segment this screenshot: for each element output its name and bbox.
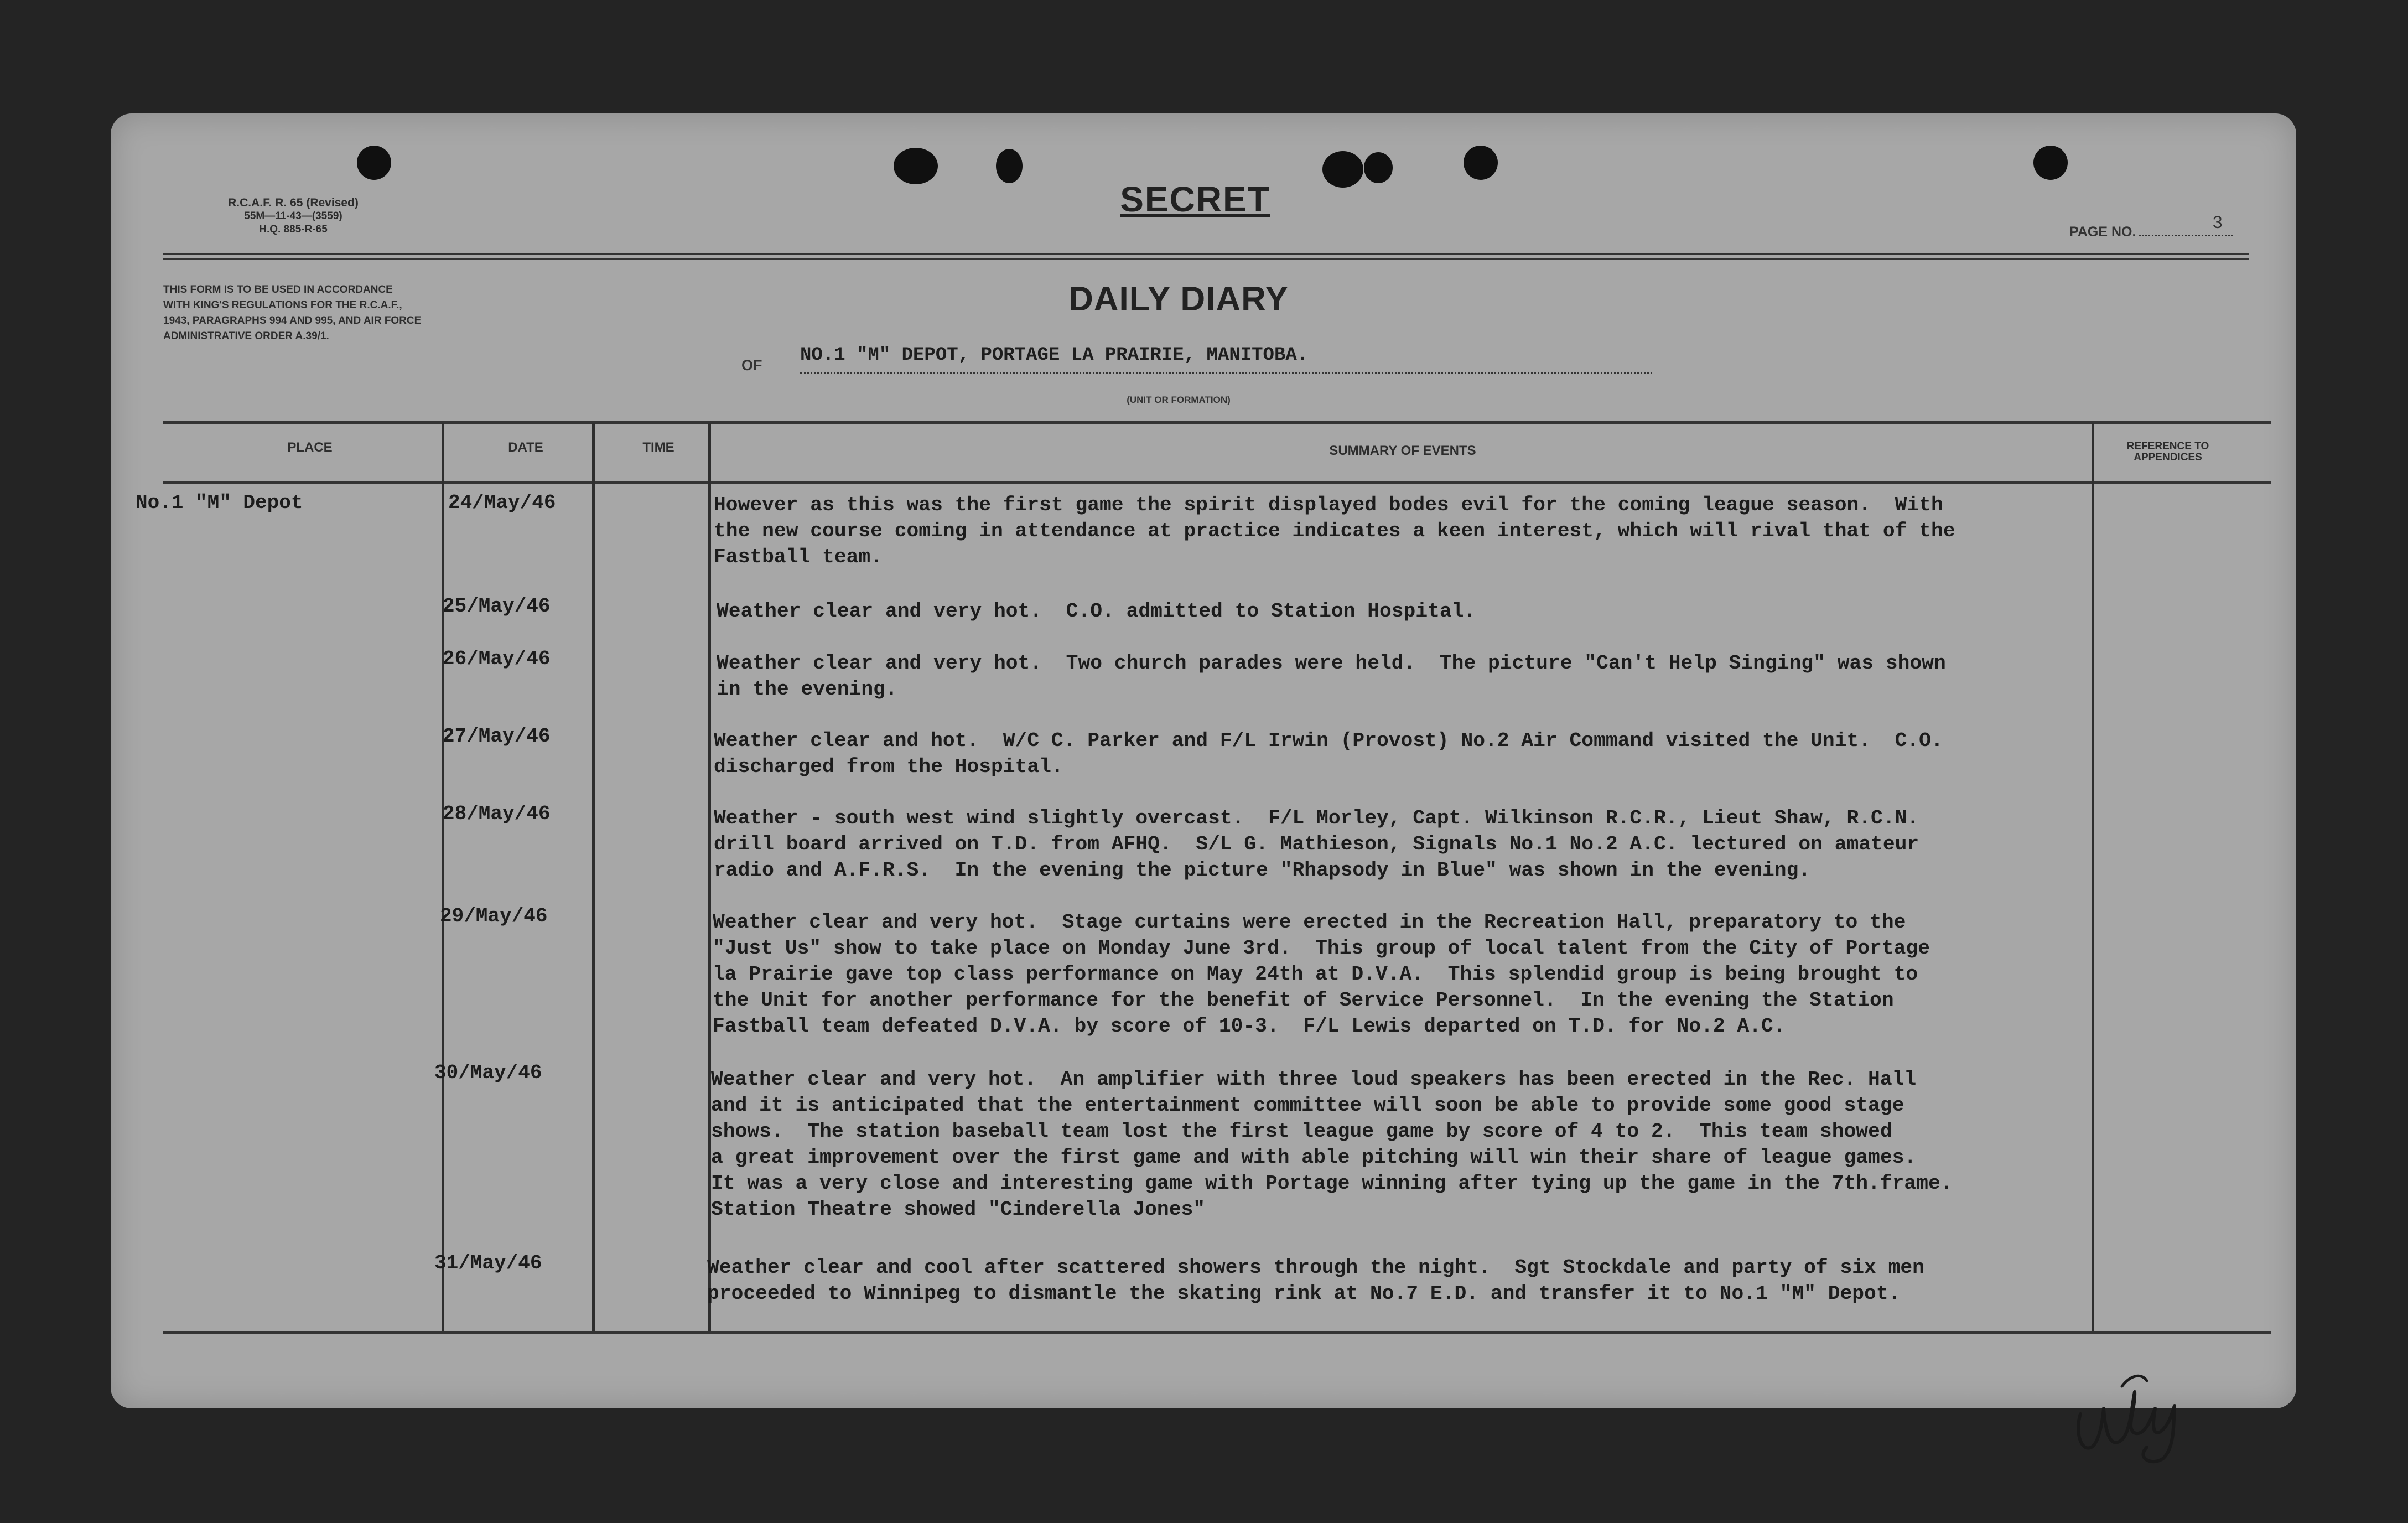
hq-line: H.Q. 885-R-65	[259, 224, 328, 235]
entry-summary: However as this was the first game the spirit displayed bodes evil for the coming league season. With the new course coming in attendance at practice indicates a keen interest, which will rival that of the Fastball team.	[714, 494, 1955, 568]
form-title: DAILY DIARY	[1068, 280, 1289, 318]
unit-caption: (UNIT OR FORMATION)	[1127, 395, 1231, 405]
header-rule	[163, 258, 2249, 260]
classification-stamp: SECRET	[1120, 179, 1270, 219]
column-header-time: TIME	[642, 440, 674, 455]
entry-date: 29/May/46	[440, 905, 548, 928]
column-header-reference: REFERENCE TO APPENDICES	[2126, 441, 2209, 463]
page-number-field	[2069, 213, 2233, 240]
entry-summary: Weather clear and very hot. An amplifier with three loud speakers has been erected in the Rec. Hall and it is anticipated that the entertainment committee will soon be able to provide some good stage shows. The station baseball team lost the first league game by score of 4 to 2. This team showed a great improvement over the first game and with able pitching will win their share of league games. It was a very close and interesting game with Portage winning after tying up the game in the 7th.frame. Station Theatre showed "Cinderella Jones"	[711, 1068, 1953, 1221]
header-rule	[163, 253, 2249, 255]
unit-name: NO.1 "M" DEPOT, PORTAGE LA PRAIRIE, MANITOBA.	[800, 345, 1652, 374]
form-number: R.C.A.F. R. 65 (Revised)	[228, 196, 359, 209]
entry-date: 27/May/46	[443, 725, 551, 748]
table-header-rule	[163, 481, 2271, 484]
form-identifier	[177, 196, 409, 236]
table-bottom-rule	[163, 1331, 2271, 1334]
punch-hole	[996, 149, 1023, 183]
column-divider	[442, 423, 444, 1331]
entry-date: 31/May/46	[434, 1252, 542, 1275]
print-line: 55M—11-43—(3559)	[244, 210, 342, 222]
entry-summary: Weather clear and cool after scattered showers through the night. Sgt Stockdale and party of six men proceeded to Winnipeg to dismantle the skating rink at No.7 E.D. and transfer it to No.1 "M" Depot.	[707, 1256, 1924, 1305]
column-header-place: PLACE	[287, 440, 333, 455]
column-divider	[592, 423, 595, 1331]
place-value: No.1 "M" Depot	[136, 491, 303, 514]
punch-hole	[357, 146, 391, 180]
diary-form-card	[111, 113, 2296, 1408]
entry-summary: Weather clear and very hot. Stage curtains were erected in the Recreation Hall, preparatory to the "Just Us" show to take place on Monday June 3rd. This group of local talent from the City of Portage la Prairie gave top class performance on May 24th at D.V.A. This splendid group is being brought to the Unit for another performance for the benefit of Service Personnel. In the evening the Station Fastball team defeated D.V.A. by score of 10-3. F/L Lewis departed on T.D. for No.2 A.C.	[713, 911, 1930, 1038]
entry-date: 28/May/46	[443, 802, 551, 825]
of-label: OF	[741, 357, 762, 374]
punch-hole	[1364, 152, 1393, 183]
entry-date: 24/May/46	[448, 491, 556, 514]
punch-hole	[1464, 146, 1498, 180]
punch-hole	[2033, 146, 2068, 180]
entry-summary: Weather clear and very hot. Two church parades were held. The picture "Can't Help Singing" was shown in the evening.	[717, 652, 1946, 701]
entry-summary: Weather clear and very hot. C.O. admitted to Station Hospital.	[717, 600, 1476, 623]
entry-summary: Weather - south west wind slightly overcast. F/L Morley, Capt. Wilkinson R.C.R., Lieut Shaw, R.C.N. drill board arrived on T.D. from AFHQ. S/L G. Mathieson, Signals No.1 No.2 A.C. lectured on amateur radio and A.F.R.S. In the evening the picture "Rhapsody in Blue" was shown in the evening.	[714, 807, 1919, 882]
entry-date: 26/May/46	[443, 647, 551, 670]
page-number: 3	[2212, 213, 2223, 234]
regulations-instructions: THIS FORM IS TO BE USED IN ACCORDANCE WITH KING'S REGULATIONS FOR THE R.C.A.F., 1943, PARAGRAPHS 994 AND 995, AND AIR FORCE ADMINISTRATIVE ORDER A.39/1.	[163, 284, 422, 342]
punch-hole	[894, 148, 938, 184]
entry-date: 25/May/46	[443, 595, 551, 618]
entry-summary: Weather clear and hot. W/C C. Parker and F/L Irwin (Provost) No.2 Air Command visited the Unit. C.O. discharged from the Hospital.	[714, 729, 1943, 778]
entry-date: 30/May/46	[434, 1061, 542, 1084]
handwritten-initials	[2069, 1370, 2197, 1464]
table-top-rule	[163, 421, 2271, 424]
column-header-summary: SUMMARY OF EVENTS	[1329, 443, 1476, 458]
page-number-label: PAGE NO.	[2069, 224, 2136, 240]
column-divider	[2092, 423, 2094, 1331]
column-header-date: DATE	[508, 440, 543, 455]
